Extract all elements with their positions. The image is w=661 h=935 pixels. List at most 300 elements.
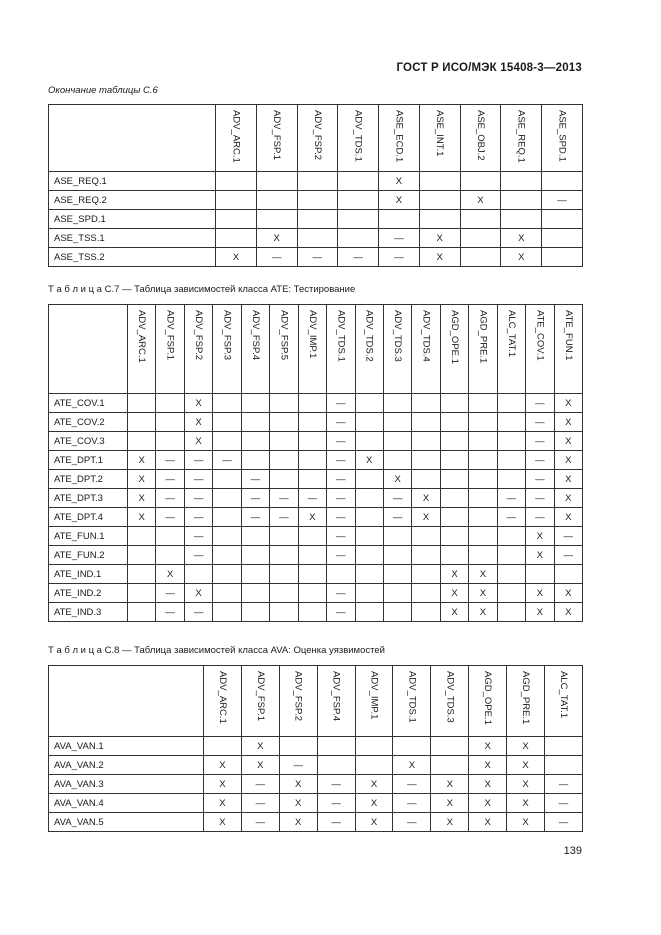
- column-header: [379, 105, 420, 172]
- column-header: [128, 305, 156, 394]
- table-cell: —: [383, 508, 411, 527]
- table-row: [49, 508, 583, 527]
- table-cell: [542, 210, 583, 229]
- table-cell: —: [526, 451, 554, 470]
- table-cell: X: [419, 248, 460, 267]
- column-header-label: AGD_PRE.1: [520, 671, 532, 725]
- table-cell: —: [241, 489, 269, 508]
- table-row: [49, 565, 583, 584]
- table-row: [49, 451, 583, 470]
- table-cell: [412, 394, 440, 413]
- row-label: ASE_REQ.1: [49, 172, 216, 191]
- table2: [48, 304, 583, 622]
- table-cell: [383, 394, 411, 413]
- column-header: [327, 305, 355, 394]
- table-cell: X: [241, 756, 279, 775]
- table-cell: [497, 394, 525, 413]
- table-cell: [469, 432, 497, 451]
- table-cell: —: [156, 489, 184, 508]
- table-cell: [298, 527, 326, 546]
- column-header: [298, 305, 326, 394]
- table-cell: X: [554, 603, 582, 622]
- table-cell: —: [393, 794, 431, 813]
- table-cell: —: [526, 489, 554, 508]
- table-cell: —: [256, 248, 297, 267]
- table-cell: [298, 584, 326, 603]
- table-cell: X: [431, 794, 469, 813]
- table-cell: [241, 432, 269, 451]
- table-cell: [355, 603, 383, 622]
- table-cell: —: [156, 451, 184, 470]
- table-cell: [128, 394, 156, 413]
- table-cell: —: [545, 794, 583, 813]
- table-cell: [298, 413, 326, 432]
- table-cell: [497, 565, 525, 584]
- column-header-label: ATE_COV.1: [534, 310, 546, 361]
- table-cell: X: [128, 508, 156, 527]
- table-cell: [393, 737, 431, 756]
- column-header: [241, 666, 279, 737]
- table-cell: [383, 527, 411, 546]
- table-cell: —: [327, 584, 355, 603]
- column-header: [355, 666, 393, 737]
- table-cell: X: [279, 794, 317, 813]
- row-label: ATE_DPT.1: [49, 451, 128, 470]
- table-cell: [128, 584, 156, 603]
- row-label: ATE_IND.1: [49, 565, 128, 584]
- table-cell: X: [469, 737, 507, 756]
- table-cell: X: [298, 508, 326, 527]
- column-header-label: ADV_FSP.3: [221, 310, 233, 360]
- table-cell: [545, 737, 583, 756]
- table-cell: [298, 470, 326, 489]
- table-cell: [128, 413, 156, 432]
- table-cell: [497, 451, 525, 470]
- table-cell: [412, 527, 440, 546]
- table-cell: [469, 527, 497, 546]
- table-cell: [419, 210, 460, 229]
- table-cell: [431, 756, 469, 775]
- row-label: ATE_COV.3: [49, 432, 128, 451]
- column-header: [497, 305, 525, 394]
- table-cell: [156, 432, 184, 451]
- table-cell: [469, 470, 497, 489]
- table-cell: X: [355, 813, 393, 832]
- row-label: ATE_FUN.2: [49, 546, 128, 565]
- table-cell: —: [184, 489, 212, 508]
- table-cell: X: [383, 470, 411, 489]
- table-cell: [213, 527, 241, 546]
- row-label: AVA_VAN.3: [49, 775, 204, 794]
- document-header: ГОСТ Р ИСО/МЭК 15408-3—2013: [396, 62, 582, 74]
- table2-caption: Т а б л и ц а С.7 — Таблица зависимостей класса ATE: Тестирование: [48, 284, 356, 295]
- table-cell: [256, 172, 297, 191]
- table-cell: —: [184, 451, 212, 470]
- table-cell: —: [156, 603, 184, 622]
- column-header: [507, 666, 545, 737]
- table-cell: [431, 737, 469, 756]
- table-cell: [412, 432, 440, 451]
- table-cell: X: [469, 756, 507, 775]
- table-cell: X: [216, 248, 257, 267]
- table-cell: [297, 191, 338, 210]
- row-label: ATE_DPT.4: [49, 508, 128, 527]
- table-cell: [184, 565, 212, 584]
- table-row: [49, 756, 583, 775]
- column-header-label: ADV_FSP.1: [164, 310, 176, 360]
- column-header-label: ALC_TAT.1: [557, 671, 569, 719]
- table-cell: X: [469, 813, 507, 832]
- table-cell: [213, 413, 241, 432]
- table-row: [49, 172, 583, 191]
- table-cell: [241, 394, 269, 413]
- table-cell: —: [545, 775, 583, 794]
- table-cell: [298, 451, 326, 470]
- table-cell: [501, 191, 542, 210]
- table-cell: —: [184, 527, 212, 546]
- table-cell: —: [526, 394, 554, 413]
- table-cell: [526, 565, 554, 584]
- table-row: [49, 813, 583, 832]
- column-header-label: ADV_FSP.1: [254, 671, 266, 721]
- table-cell: [440, 451, 468, 470]
- row-label: ATE_DPT.3: [49, 489, 128, 508]
- table-cell: [460, 248, 501, 267]
- column-header: [338, 105, 379, 172]
- table-cell: —: [526, 508, 554, 527]
- column-header-label: ADV_IMP.1: [368, 671, 380, 720]
- column-header-label: ATE_FUN.1: [562, 310, 574, 361]
- table-cell: —: [526, 432, 554, 451]
- table-cell: [270, 546, 298, 565]
- table-cell: [213, 432, 241, 451]
- table-cell: [440, 546, 468, 565]
- column-header-label: ADV_TDS.1: [406, 671, 418, 723]
- row-label: AVA_VAN.4: [49, 794, 204, 813]
- table-cell: X: [440, 584, 468, 603]
- table-cell: [497, 546, 525, 565]
- table-cell: X: [507, 794, 545, 813]
- table-cell: X: [431, 813, 469, 832]
- table-cell: X: [355, 775, 393, 794]
- table-cell: X: [460, 191, 501, 210]
- table-cell: [204, 737, 242, 756]
- table-cell: [128, 546, 156, 565]
- table-cell: X: [526, 527, 554, 546]
- table-cell: [298, 603, 326, 622]
- table-cell: [156, 413, 184, 432]
- table-cell: [542, 248, 583, 267]
- table-cell: X: [355, 794, 393, 813]
- table-cell: [156, 527, 184, 546]
- table-cell: X: [507, 756, 545, 775]
- table-cell: X: [379, 191, 420, 210]
- table-cell: —: [554, 527, 582, 546]
- column-header-label: ADV_FSP.2: [292, 671, 304, 721]
- column-header: [184, 305, 212, 394]
- table-cell: —: [383, 489, 411, 508]
- table-cell: [270, 432, 298, 451]
- table-cell: [213, 470, 241, 489]
- table-cell: [497, 584, 525, 603]
- row-label: ATE_COV.1: [49, 394, 128, 413]
- table-cell: [355, 756, 393, 775]
- table-cell: [241, 584, 269, 603]
- column-header-label: ADV_FSP.2: [193, 310, 205, 360]
- table-cell: [355, 565, 383, 584]
- table-cell: [460, 229, 501, 248]
- table-cell: —: [317, 813, 355, 832]
- table-cell: X: [419, 229, 460, 248]
- row-label: AVA_VAN.1: [49, 737, 204, 756]
- table-cell: —: [241, 775, 279, 794]
- header-row: [49, 666, 583, 737]
- table-cell: [469, 546, 497, 565]
- table-cell: [327, 565, 355, 584]
- column-header-label: ADV_FSP.1: [271, 110, 283, 160]
- table-cell: [383, 584, 411, 603]
- table-row: [49, 248, 583, 267]
- column-header: [545, 666, 583, 737]
- table-cell: [355, 432, 383, 451]
- column-header: [241, 305, 269, 394]
- table-cell: X: [440, 603, 468, 622]
- table-row: [49, 191, 583, 210]
- table-cell: [128, 432, 156, 451]
- column-header: [554, 305, 582, 394]
- column-header: [270, 305, 298, 394]
- table-cell: [497, 413, 525, 432]
- column-header: [542, 105, 583, 172]
- table-cell: [355, 508, 383, 527]
- table-cell: [355, 737, 393, 756]
- table-cell: —: [379, 229, 420, 248]
- row-label: ATE_IND.3: [49, 603, 128, 622]
- table-cell: —: [297, 248, 338, 267]
- table-cell: —: [241, 508, 269, 527]
- table3: [48, 665, 583, 832]
- table-cell: [270, 451, 298, 470]
- row-label: ASE_TSS.1: [49, 229, 216, 248]
- table-cell: [497, 527, 525, 546]
- table-cell: [412, 413, 440, 432]
- table-cell: —: [184, 470, 212, 489]
- column-header: [297, 105, 338, 172]
- column-header-label: ADV_TDS.4: [420, 310, 432, 362]
- table-cell: —: [213, 451, 241, 470]
- table-cell: [542, 229, 583, 248]
- column-header-label: ASE_OBJ.2: [474, 110, 486, 161]
- header-row: [49, 105, 583, 172]
- table-cell: [355, 470, 383, 489]
- table-cell: [256, 191, 297, 210]
- column-header-label: ADV_TDS.3: [392, 310, 404, 362]
- table-cell: [440, 413, 468, 432]
- table-row: [49, 603, 583, 622]
- table-cell: [419, 191, 460, 210]
- table-cell: [156, 394, 184, 413]
- table-cell: X: [256, 229, 297, 248]
- row-label: ASE_REQ.2: [49, 191, 216, 210]
- table-cell: [317, 737, 355, 756]
- table-cell: X: [204, 813, 242, 832]
- table-cell: [469, 451, 497, 470]
- table-cell: [270, 470, 298, 489]
- table-cell: [440, 508, 468, 527]
- column-header: [501, 105, 542, 172]
- table-cell: [355, 489, 383, 508]
- table-cell: —: [497, 508, 525, 527]
- table-cell: [542, 172, 583, 191]
- table3-caption: Т а б л и ц а С.8 — Таблица зависимостей класса AVA: Оценка уязвимостей: [48, 645, 385, 656]
- table-cell: [270, 565, 298, 584]
- table-cell: X: [526, 584, 554, 603]
- table-cell: [241, 565, 269, 584]
- table-cell: [412, 451, 440, 470]
- table-cell: [270, 413, 298, 432]
- table-cell: —: [526, 413, 554, 432]
- table-cell: [213, 489, 241, 508]
- table-cell: —: [327, 470, 355, 489]
- column-header: [213, 305, 241, 394]
- table-cell: [213, 394, 241, 413]
- table-cell: —: [338, 248, 379, 267]
- table-cell: X: [469, 565, 497, 584]
- table-cell: [469, 489, 497, 508]
- column-header-label: ASE_INT.1: [434, 110, 446, 157]
- table-cell: —: [156, 470, 184, 489]
- column-header: [317, 666, 355, 737]
- table1: [48, 104, 583, 267]
- table-cell: —: [393, 813, 431, 832]
- table-cell: [297, 229, 338, 248]
- table-cell: X: [204, 775, 242, 794]
- table-cell: [412, 603, 440, 622]
- table-cell: —: [241, 813, 279, 832]
- column-header: [355, 305, 383, 394]
- column-header-label: ADV_FSP.4: [249, 310, 261, 360]
- table-row: [49, 775, 583, 794]
- table-cell: X: [469, 775, 507, 794]
- table-cell: X: [501, 229, 542, 248]
- table-cell: X: [469, 584, 497, 603]
- column-header-label: ADV_IMP.1: [306, 310, 318, 359]
- column-header-label: ADV_FSP.5: [278, 310, 290, 360]
- table-cell: [469, 413, 497, 432]
- column-header-label: ASE_SPD.1: [556, 110, 568, 162]
- row-label: ASE_TSS.2: [49, 248, 216, 267]
- table-cell: X: [507, 737, 545, 756]
- table-cell: [270, 527, 298, 546]
- table-cell: X: [507, 813, 545, 832]
- table-cell: X: [431, 775, 469, 794]
- table-row: [49, 546, 583, 565]
- table-cell: [338, 172, 379, 191]
- column-header: [383, 305, 411, 394]
- table-cell: [355, 413, 383, 432]
- table-cell: X: [526, 603, 554, 622]
- table-cell: X: [379, 172, 420, 191]
- table-cell: X: [554, 508, 582, 527]
- column-header-label: ADV_TDS.1: [335, 310, 347, 362]
- column-header: [216, 105, 257, 172]
- table-cell: X: [526, 546, 554, 565]
- row-label: ATE_DPT.2: [49, 470, 128, 489]
- table-cell: [501, 172, 542, 191]
- table-cell: X: [128, 451, 156, 470]
- table-cell: X: [204, 794, 242, 813]
- table-cell: —: [327, 394, 355, 413]
- table-cell: [355, 546, 383, 565]
- table1-caption: Окончание таблицы С.6: [48, 85, 158, 96]
- table-cell: X: [279, 813, 317, 832]
- table-cell: [383, 432, 411, 451]
- row-label: AVA_VAN.2: [49, 756, 204, 775]
- column-header: [431, 666, 469, 737]
- column-header-label: AGD_OPE.1: [482, 671, 494, 725]
- table-cell: [216, 229, 257, 248]
- table-cell: —: [270, 508, 298, 527]
- table-cell: X: [554, 489, 582, 508]
- table-cell: X: [184, 413, 212, 432]
- table-cell: [355, 394, 383, 413]
- table-cell: [355, 584, 383, 603]
- table-cell: X: [507, 775, 545, 794]
- table-cell: X: [412, 489, 440, 508]
- table-cell: X: [184, 432, 212, 451]
- column-header: [204, 666, 242, 737]
- table-cell: —: [327, 432, 355, 451]
- table-cell: [317, 756, 355, 775]
- table-cell: [440, 394, 468, 413]
- column-header-label: ADV_ARC.1: [136, 310, 148, 363]
- table-cell: [383, 451, 411, 470]
- table-cell: [338, 191, 379, 210]
- table-cell: —: [184, 508, 212, 527]
- column-header: [279, 666, 317, 737]
- table-cell: [270, 603, 298, 622]
- table-cell: [213, 565, 241, 584]
- column-header: [256, 105, 297, 172]
- table-cell: —: [379, 248, 420, 267]
- table-cell: —: [327, 489, 355, 508]
- table-cell: —: [526, 470, 554, 489]
- table-cell: —: [327, 603, 355, 622]
- row-label: ATE_FUN.1: [49, 527, 128, 546]
- table-cell: [440, 432, 468, 451]
- table-row: [49, 394, 583, 413]
- table-cell: —: [327, 527, 355, 546]
- table-cell: —: [545, 813, 583, 832]
- table-cell: [213, 584, 241, 603]
- table-cell: —: [327, 508, 355, 527]
- table-cell: [298, 565, 326, 584]
- table-cell: —: [554, 546, 582, 565]
- table-cell: [156, 546, 184, 565]
- table-cell: X: [128, 470, 156, 489]
- table-cell: X: [554, 584, 582, 603]
- column-header: [526, 305, 554, 394]
- table-cell: [412, 565, 440, 584]
- table-cell: [256, 210, 297, 229]
- table-cell: [297, 210, 338, 229]
- column-header-label: ADV_TDS.1: [352, 110, 364, 162]
- table-row: [49, 413, 583, 432]
- table-cell: X: [469, 794, 507, 813]
- table-cell: —: [327, 451, 355, 470]
- table-row: [49, 527, 583, 546]
- table-cell: [213, 603, 241, 622]
